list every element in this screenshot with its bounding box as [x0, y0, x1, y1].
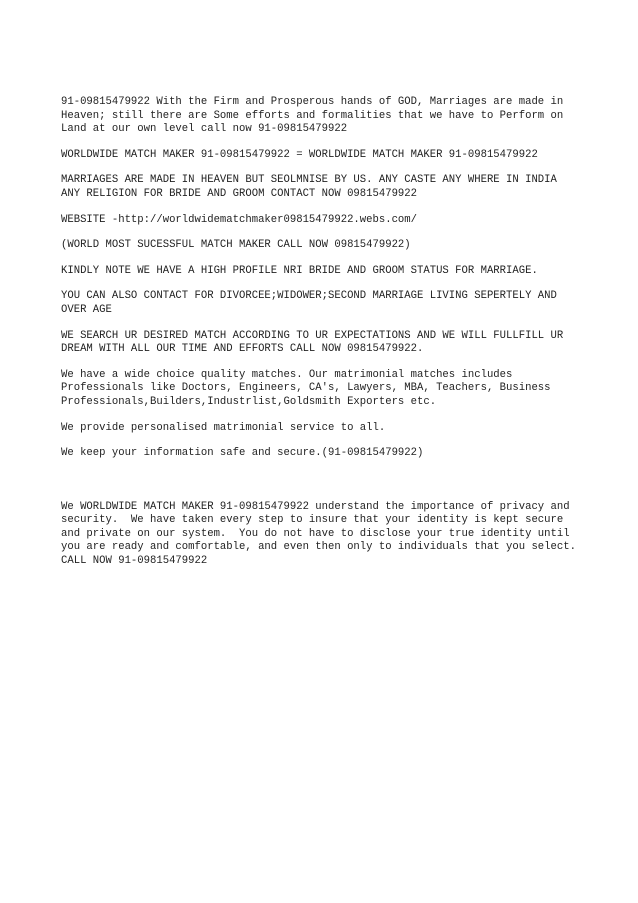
quality-matches-paragraph: We have a wide choice quality matches. Our matrimonial matches includes Professionals like Doctors, Engineers, CA's, Lawyers, MBA, Teachers, Business Professionals,Builders,Industrlist,Goldsmith Exporters etc.: [61, 368, 557, 408]
worldwide-match-maker-line: WORLDWIDE MATCH MAKER 91-09815479922 = WORLDWIDE MATCH MAKER 91-09815479922: [61, 148, 538, 161]
call-now-line: CALL NOW 91-09815479922: [61, 555, 208, 568]
divorcee-contact-paragraph: YOU CAN ALSO CONTACT FOR DIVORCEE;WIDOWER;SECOND MARRIAGE LIVING SEPERTELY AND OVER AGE: [61, 290, 564, 316]
intro-paragraph: 91-09815479922 With the Firm and Prosperous hands of GOD, Marriages are made in Heaven; still there are Some efforts and formalities that we have to Perform on Land at our own level call now 91-09815479922: [61, 96, 570, 136]
search-match-paragraph: WE SEARCH UR DESIRED MATCH ACCORDING TO UR EXPECTATIONS AND WE WILL FULLFILL UR DREAM WITH ALL OUR TIME AND EFFORTS CALL NOW 09815479922.: [61, 329, 570, 356]
marriages-heaven-paragraph: MARRIAGES ARE MADE IN HEAVEN BUT SEOLMNISE BY US. ANY CASTE ANY WHERE IN INDIA ANY RELIGION FOR BRIDE AND GROOM CONTACT NOW 09815479922: [61, 174, 564, 200]
personalised-service-line: We provide personalised matrimonial service to all.: [61, 421, 386, 434]
website-line: WEBSITE -http://worldwidematchmaker09815479922.webs.com/: [61, 213, 418, 226]
privacy-paragraph: We WORLDWIDE MATCH MAKER 91-09815479922 understand the importance of privacy and security. We have taken every step to insure that your identity is kept secure and private on our system. You do not have to disclose your true identity until you are ready and comfortable, and even then only to individuals that you select.: [61, 500, 576, 554]
nri-note-line: KINDLY NOTE WE HAVE A HIGH PROFILE NRI BRIDE AND GROOM STATUS FOR MARRIAGE.: [61, 264, 538, 277]
information-safe-line: We keep your information safe and secure.(91-09815479922): [61, 447, 424, 460]
document-page: [61, 96, 581, 581]
most-successful-line: (WORLD MOST SUCESSFUL MATCH MAKER CALL NOW 09815479922): [61, 239, 411, 252]
